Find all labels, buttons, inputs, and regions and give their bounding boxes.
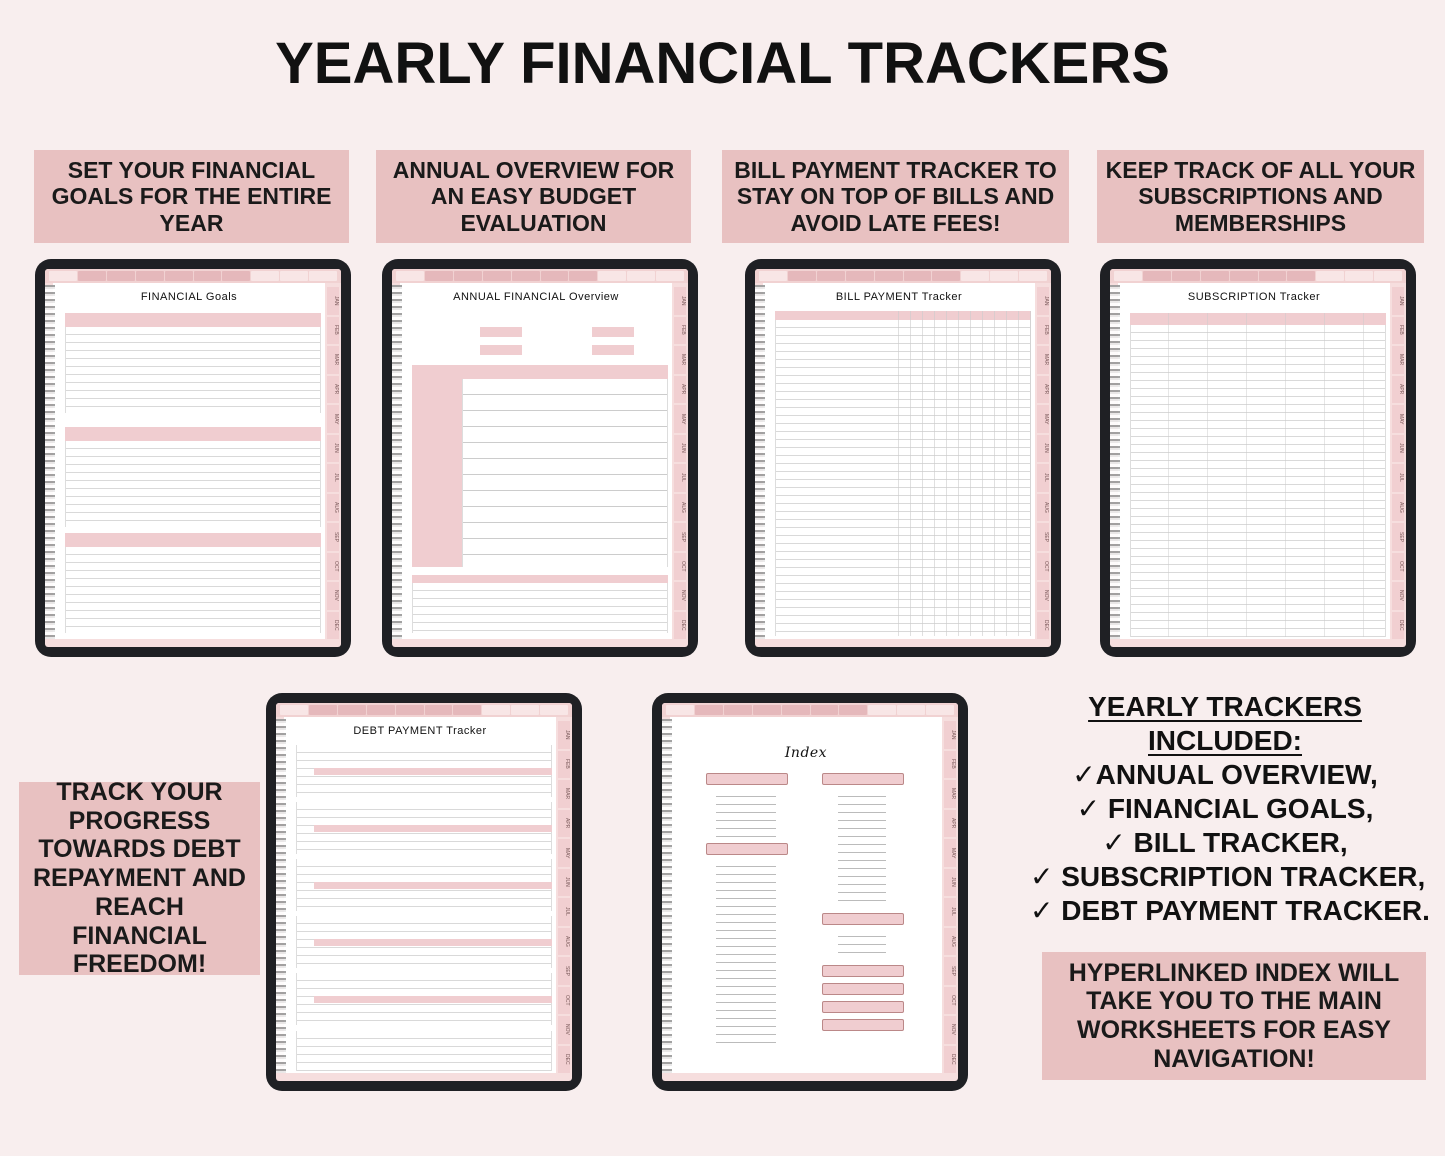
spiral-binding: [45, 285, 55, 639]
month-tab: MAY: [944, 839, 956, 867]
month-side-tabs: [942, 717, 958, 1073]
planner-page: [670, 717, 942, 1073]
page-title: FINANCIAL Goals: [140, 291, 238, 303]
month-tab: JAN: [558, 721, 570, 749]
month-tab: MAY: [1037, 405, 1049, 433]
month-side-tabs: [325, 283, 341, 639]
spiral-binding: [755, 285, 765, 639]
month-tab: JUL: [1392, 464, 1404, 492]
month-tab: MAY: [1392, 405, 1404, 433]
index-callout: HYPERLINKED INDEX WILL TAKE YOU TO THE MAIN WORKSHEETS FOR EASY NAVIGATION!: [1042, 952, 1426, 1080]
yearly-item: ✓ SUBSCRIPTION TRACKER,: [1030, 861, 1426, 892]
yearly-item: ✓ FINANCIAL GOALS,: [1076, 793, 1374, 824]
tablet-bill-payment: [745, 259, 1061, 657]
month-tab: DEC: [1037, 612, 1049, 640]
month-tab: JAN: [944, 721, 956, 749]
overview-callout: ANNUAL OVERVIEW FOR AN EASY BUDGET EVALUATION: [376, 150, 691, 243]
month-tab: SEP: [674, 523, 686, 551]
bills-callout: BILL PAYMENT TRACKER TO STAY ON TOP OF BILLS AND AVOID LATE FEES!: [722, 150, 1069, 243]
month-tab: JUN: [1392, 435, 1404, 463]
month-tab: MAR: [558, 780, 570, 808]
month-tab: MAR: [944, 780, 956, 808]
tab-bar: [392, 269, 688, 283]
month-tab: DEC: [327, 612, 339, 640]
page-title: ANNUAL FINANCIAL Overview: [453, 291, 619, 303]
spiral-binding: [662, 719, 672, 1073]
month-tab: JAN: [1037, 287, 1049, 315]
page-title: DEBT PAYMENT Tracker: [353, 725, 487, 737]
month-tab: OCT: [558, 987, 570, 1015]
spiral-binding: [276, 719, 286, 1073]
tablet-annual-overview: [382, 259, 698, 657]
month-tab: APR: [558, 810, 570, 838]
month-tab: NOV: [1392, 582, 1404, 610]
tab-bar: [1110, 269, 1406, 283]
month-tab: APR: [1392, 376, 1404, 404]
month-tab: AUG: [1037, 494, 1049, 522]
month-tab: MAY: [327, 405, 339, 433]
month-tab: DEC: [944, 1046, 956, 1074]
month-tab: FEB: [944, 751, 956, 779]
month-tab: AUG: [558, 928, 570, 956]
month-tab: JUL: [944, 898, 956, 926]
month-tab: AUG: [674, 494, 686, 522]
yearly-item: ✓ANNUAL OVERVIEW,: [1072, 759, 1378, 790]
month-tab: AUG: [327, 494, 339, 522]
planner-page: [763, 283, 1035, 639]
month-tab: MAR: [1037, 346, 1049, 374]
month-tab: MAY: [558, 839, 570, 867]
yearly-trackers-list: [1030, 690, 1430, 928]
tab-bar: [276, 703, 572, 717]
main-title: YEARLY FINANCIAL TRACKERS: [275, 31, 1170, 96]
page-title: BILL PAYMENT Tracker: [835, 291, 963, 303]
yearly-item: ✓ BILL TRACKER,: [1102, 827, 1348, 858]
page-title: SUBSCRIPTION Tracker: [1187, 291, 1321, 303]
tablet-financial-goals: [35, 259, 351, 657]
month-tab: JUN: [558, 869, 570, 897]
month-tab: OCT: [1392, 553, 1404, 581]
month-tab: FEB: [674, 317, 686, 345]
goals-callout: SET YOUR FINANCIAL GOALS FOR THE ENTIRE YEAR: [34, 150, 349, 243]
month-tab: OCT: [674, 553, 686, 581]
month-side-tabs: [1035, 283, 1051, 639]
month-tab: OCT: [1037, 553, 1049, 581]
month-tab: NOV: [1037, 582, 1049, 610]
month-tab: FEB: [327, 317, 339, 345]
yearly-title-2: INCLUDED:: [1148, 725, 1302, 756]
month-tab: APR: [674, 376, 686, 404]
month-side-tabs: [1390, 283, 1406, 639]
yearly-title-1: YEARLY TRACKERS: [1088, 691, 1362, 722]
tab-bar: [662, 703, 958, 717]
month-tab: OCT: [944, 987, 956, 1015]
page-title: Index: [784, 745, 828, 761]
month-tab: JUN: [674, 435, 686, 463]
month-tab: DEC: [1392, 612, 1404, 640]
month-tab: JUL: [327, 464, 339, 492]
month-tab: SEP: [1037, 523, 1049, 551]
month-tab: JUL: [674, 464, 686, 492]
debt-callout: TRACK YOUR PROGRESS TOWARDS DEBT REPAYMENT AND REACH FINANCIAL FREEDOM!: [19, 782, 260, 975]
month-tab: SEP: [1392, 523, 1404, 551]
month-tab: DEC: [558, 1046, 570, 1074]
tablet-subscription: [1100, 259, 1416, 657]
subs-callout: KEEP TRACK OF ALL YOUR SUBSCRIPTIONS AND MEMBERSHIPS: [1097, 150, 1424, 243]
month-tab: FEB: [558, 751, 570, 779]
planner-page: [53, 283, 325, 639]
month-tab: AUG: [1392, 494, 1404, 522]
planner-page: [284, 717, 556, 1073]
month-tab: APR: [1037, 376, 1049, 404]
month-side-tabs: [672, 283, 688, 639]
spiral-binding: [392, 285, 402, 639]
tablet-debt-payment: [266, 693, 582, 1091]
month-tab: NOV: [558, 1016, 570, 1044]
month-tab: SEP: [944, 957, 956, 985]
month-tab: SEP: [327, 523, 339, 551]
month-tab: NOV: [327, 582, 339, 610]
month-tab: JAN: [1392, 287, 1404, 315]
month-tab: MAR: [674, 346, 686, 374]
spiral-binding: [1110, 285, 1120, 639]
planner-page: [400, 283, 672, 639]
month-tab: JUN: [1037, 435, 1049, 463]
month-side-tabs: [556, 717, 572, 1073]
month-tab: NOV: [944, 1016, 956, 1044]
month-tab: JUL: [558, 898, 570, 926]
yearly-item: ✓ DEBT PAYMENT TRACKER.: [1030, 895, 1430, 926]
month-tab: AUG: [944, 928, 956, 956]
tab-bar: [45, 269, 341, 283]
month-tab: FEB: [1037, 317, 1049, 345]
month-tab: APR: [944, 810, 956, 838]
month-tab: JUN: [327, 435, 339, 463]
month-tab: JUN: [944, 869, 956, 897]
month-tab: FEB: [1392, 317, 1404, 345]
month-tab: SEP: [558, 957, 570, 985]
planner-page: [1118, 283, 1390, 639]
month-tab: MAR: [1392, 346, 1404, 374]
month-tab: JAN: [674, 287, 686, 315]
month-tab: OCT: [327, 553, 339, 581]
month-tab: APR: [327, 376, 339, 404]
month-tab: NOV: [674, 582, 686, 610]
tablet-index: [652, 693, 968, 1091]
month-tab: MAY: [674, 405, 686, 433]
month-tab: MAR: [327, 346, 339, 374]
tab-bar: [755, 269, 1051, 283]
month-tab: JAN: [327, 287, 339, 315]
month-tab: JUL: [1037, 464, 1049, 492]
month-tab: DEC: [674, 612, 686, 640]
